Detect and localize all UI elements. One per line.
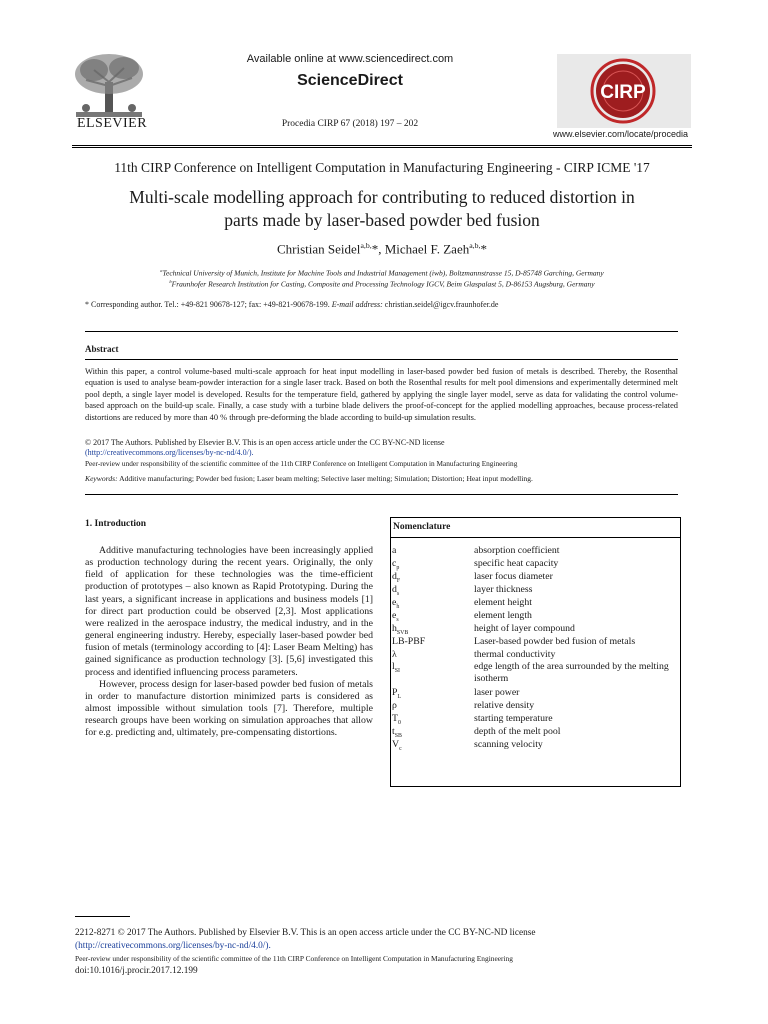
nomenclature-symbol-base: a bbox=[392, 545, 397, 556]
nomenclature-symbol-subscript: p bbox=[396, 564, 400, 571]
nomenclature-symbol-subscript: F bbox=[396, 577, 401, 584]
nomenclature-symbol-base: e bbox=[392, 610, 397, 621]
footer-rule bbox=[75, 916, 130, 917]
nomenclature-definition: specific heat capacity bbox=[474, 558, 559, 569]
author-1-affiliation: a,b, bbox=[360, 241, 372, 250]
conference-name: 11th CIRP Conference on Intelligent Computation in Manufacturing Engineering - CIRP ICME '17 bbox=[114, 160, 650, 175]
author-list bbox=[72, 241, 692, 257]
nomenclature-symbol-subscript: c bbox=[399, 745, 402, 752]
paper-title-line-2: parts made by laser-based powder bed fusion bbox=[224, 210, 540, 230]
footer-license-link[interactable]: (http://creativecommons.org/licenses/by-nc-nd/4.0/). bbox=[75, 941, 271, 951]
keywords-rule bbox=[85, 494, 678, 495]
nomenclature-symbol bbox=[392, 661, 472, 677]
affiliation-b bbox=[72, 279, 692, 289]
nomenclature-symbol-subscript: SB bbox=[394, 732, 402, 739]
affiliation-b-text: Fraunhofer Research Institution for Casting, Composite and Processing Technology IGCV, Beim Glaspalast 5, D-86153 Augsburg, Germany bbox=[171, 279, 595, 289]
nomenclature-symbol bbox=[392, 545, 472, 557]
nomenclature-symbol-base: V bbox=[392, 739, 400, 750]
abstract-license-link[interactable]: (http://creativecommons.org/licenses/by-nc-nd/4.0/). bbox=[85, 448, 254, 457]
footer-peer-review: Peer-review under responsibility of the scientific committee of the 11th CIRP Conference on Intelligent Computation in Manufacturing Engineering bbox=[75, 954, 513, 963]
nomenclature-symbol-subscript: 0 bbox=[397, 719, 401, 726]
nomenclature-symbol-subscript: L bbox=[397, 693, 402, 700]
affiliation-a-text: Technical University of Munich, Institute for Machine Tools and Industrial Management (iwb), Boltzmannstrasse 15, D-85748 Garching, Germany bbox=[162, 268, 604, 278]
paper-title bbox=[72, 186, 692, 232]
nomenclature-symbol-subscript: h bbox=[396, 603, 400, 610]
author-2-corresponding-mark: * bbox=[480, 241, 487, 257]
elsevier-tree-logo bbox=[72, 52, 146, 118]
header-rule-secondary bbox=[72, 147, 692, 148]
footer-doi[interactable]: doi:10.1016/j.procir.2017.12.199 bbox=[75, 966, 198, 976]
corresponding-contact: * Corresponding author. Tel.: +49-821 90678-127; fax: +49-821-90678-199. bbox=[85, 300, 330, 309]
nomenclature-symbol-subscript: s bbox=[396, 616, 399, 623]
nomenclature-definition: starting temperature bbox=[474, 713, 553, 724]
affiliation-b-mark: b bbox=[169, 279, 172, 284]
nomenclature-symbol-base: T bbox=[392, 713, 398, 724]
author-separator: , bbox=[378, 241, 385, 257]
nomenclature-symbol-base: d bbox=[392, 571, 397, 582]
nomenclature-definition: laser focus diameter bbox=[474, 571, 553, 582]
nomenclature-symbol-base: d bbox=[392, 584, 397, 595]
abstract-rule bbox=[85, 359, 678, 360]
sciencedirect-brand: ScienceDirect bbox=[297, 72, 403, 89]
nomenclature-symbol-base: ρ bbox=[392, 700, 397, 711]
email-label: E-mail address: bbox=[331, 300, 383, 309]
nomenclature-rule bbox=[390, 537, 681, 538]
nomenclature-definition: laser power bbox=[474, 687, 520, 698]
nomenclature-definition: edge length of the area surrounded by the melting isotherm bbox=[474, 661, 669, 685]
nomenclature-definition: Laser-based powder bed fusion of metals bbox=[474, 636, 636, 647]
nomenclature-symbol-subscript: SI bbox=[394, 667, 400, 674]
abstract-heading: Abstract bbox=[85, 344, 119, 354]
nomenclature-definition: thermal conductivity bbox=[474, 649, 556, 660]
cirp-logo bbox=[585, 57, 661, 125]
nomenclature-definition: scanning velocity bbox=[474, 739, 543, 750]
cirp-logo-text: CIRP bbox=[600, 82, 646, 103]
nomenclature-symbol-base: e bbox=[392, 597, 397, 608]
affiliation-a-mark: a bbox=[160, 268, 163, 273]
journal-url[interactable]: www.elsevier.com/locate/procedia bbox=[553, 129, 689, 139]
nomenclature-symbol-base: λ bbox=[392, 649, 397, 660]
section-rule bbox=[85, 331, 678, 332]
nomenclature-definition: element length bbox=[474, 610, 532, 621]
nomenclature-symbol-subscript: s bbox=[396, 590, 400, 597]
nomenclature-symbol-base: c bbox=[392, 558, 397, 569]
author-2-affiliation: a,b, bbox=[469, 241, 481, 250]
email-address[interactable]: christian.seidel@igcv.fraunhofer.de bbox=[384, 300, 499, 309]
nomenclature-symbol-subscript: SVB bbox=[396, 629, 409, 636]
keywords bbox=[85, 474, 685, 483]
nomenclature-definition: relative density bbox=[474, 700, 535, 711]
abstract-copyright: © 2017 The Authors. Published by Elsevier B.V. This is an open access article under the CC BY-NC-ND license bbox=[85, 438, 445, 447]
header-rule bbox=[72, 145, 692, 146]
nomenclature-definition: layer thickness bbox=[474, 584, 533, 595]
journal-volume: Procedia CIRP 67 (2018) 197 – 202 bbox=[281, 119, 419, 129]
available-online-text: Available online at www.sciencedirect.com bbox=[246, 53, 454, 65]
nomenclature-heading: Nomenclature bbox=[393, 522, 451, 532]
affiliation-a bbox=[72, 268, 692, 278]
keywords-list: Additive manufacturing; Powder bed fusion; Laser beam melting; Selective laser melting; Simulation; Distortion; Heat input modelling. bbox=[119, 474, 533, 483]
nomenclature-symbol bbox=[392, 636, 472, 648]
corresponding-author bbox=[85, 300, 685, 309]
keywords-label: Keywords: bbox=[85, 474, 118, 483]
abstract-peer-review: Peer-review under responsibility of the scientific committee of the 11th CIRP Conference on Intelligent Computation in Manufacturing Engineering bbox=[85, 459, 518, 468]
nomenclature-definition: depth of the melt pool bbox=[474, 726, 561, 737]
introduction-body bbox=[85, 545, 373, 740]
nomenclature-symbol bbox=[392, 739, 472, 755]
publisher-name: ELSEVIER bbox=[76, 116, 148, 131]
introduction-paragraph-1: Additive manufacturing technologies have been increasingly applied as production technology during the recent years. Originally, the only field of application for these technologies was the time-efficient production of prototypes – also known as Rapid Prototyping. During the last years, a significant increase in applications and business models [1] for direct part production could be observed [2,3]. Most applications were realized in the aerospace industry, the medical industry, and in the general engineering industry. Hereby, especially laser-based powder bed fusion of metals (terminology according to [4]: Laser Beam Melting) has gained significance as production technology [3]. [5,6] investigated this process and identified influencing process parameters. bbox=[85, 545, 373, 678]
nomenclature-symbol-base: P bbox=[392, 687, 398, 698]
nomenclature-symbol-base: l bbox=[392, 661, 395, 672]
author-1-corresponding-mark: * bbox=[371, 241, 379, 257]
nomenclature-symbol-base: h bbox=[392, 623, 397, 634]
abstract-body: Within this paper, a control volume-based multi-scale approach for heat input modelling in laser-based powder bed fusion of metals is described. Thereby, the Rosenthal equation is used to analyse beam-powder interaction for a single laser track. Based on both the Rosenthal results for melt pool dimensions and experimentally determined melt pool depth, a single layer model is developed. Results for the temperature field, gathered by applying the single layer model, serve as data for validating the control volume-based approach on the build-up scale. Finally, a case study with a turbine blade delivers the proof-of-concept for the applied modelling approaches, because process-related distortions are reduced by more than 40 % through pre-deforming the blade according to build-up simulation results. bbox=[85, 367, 678, 422]
introduction-heading: 1. Introduction bbox=[85, 519, 147, 529]
author-1-name: Christian Seidel bbox=[277, 241, 361, 257]
introduction-paragraph-2: However, process design for laser-based powder bed fusion of metals in order to manufacture distortion minimized parts is considered as almost impossible without simulation tools [7]. Therefore, multiple research groups have been working on simulation approaches that allow for e.g. predicting and, ultimately, pre-compensating distortions. bbox=[85, 678, 373, 739]
nomenclature-symbol-base: LB-PBF bbox=[392, 636, 426, 647]
author-2-name: Michael F. Zaeh bbox=[384, 241, 470, 257]
nomenclature-definition: height of layer compound bbox=[474, 623, 575, 634]
nomenclature-definition: absorption coefficient bbox=[474, 545, 560, 556]
nomenclature-definition: element height bbox=[474, 597, 532, 608]
nomenclature-symbol bbox=[392, 649, 472, 661]
nomenclature-symbol bbox=[392, 700, 472, 712]
paper-title-line-1: Multi-scale modelling approach for contributing to reduced distortion in bbox=[129, 187, 635, 207]
nomenclature-symbol-base: t bbox=[392, 726, 395, 737]
footer-issn-copyright: 2212-8271 © 2017 The Authors. Published by Elsevier B.V. This is an open access article under the CC BY-NC-ND license bbox=[75, 928, 536, 938]
